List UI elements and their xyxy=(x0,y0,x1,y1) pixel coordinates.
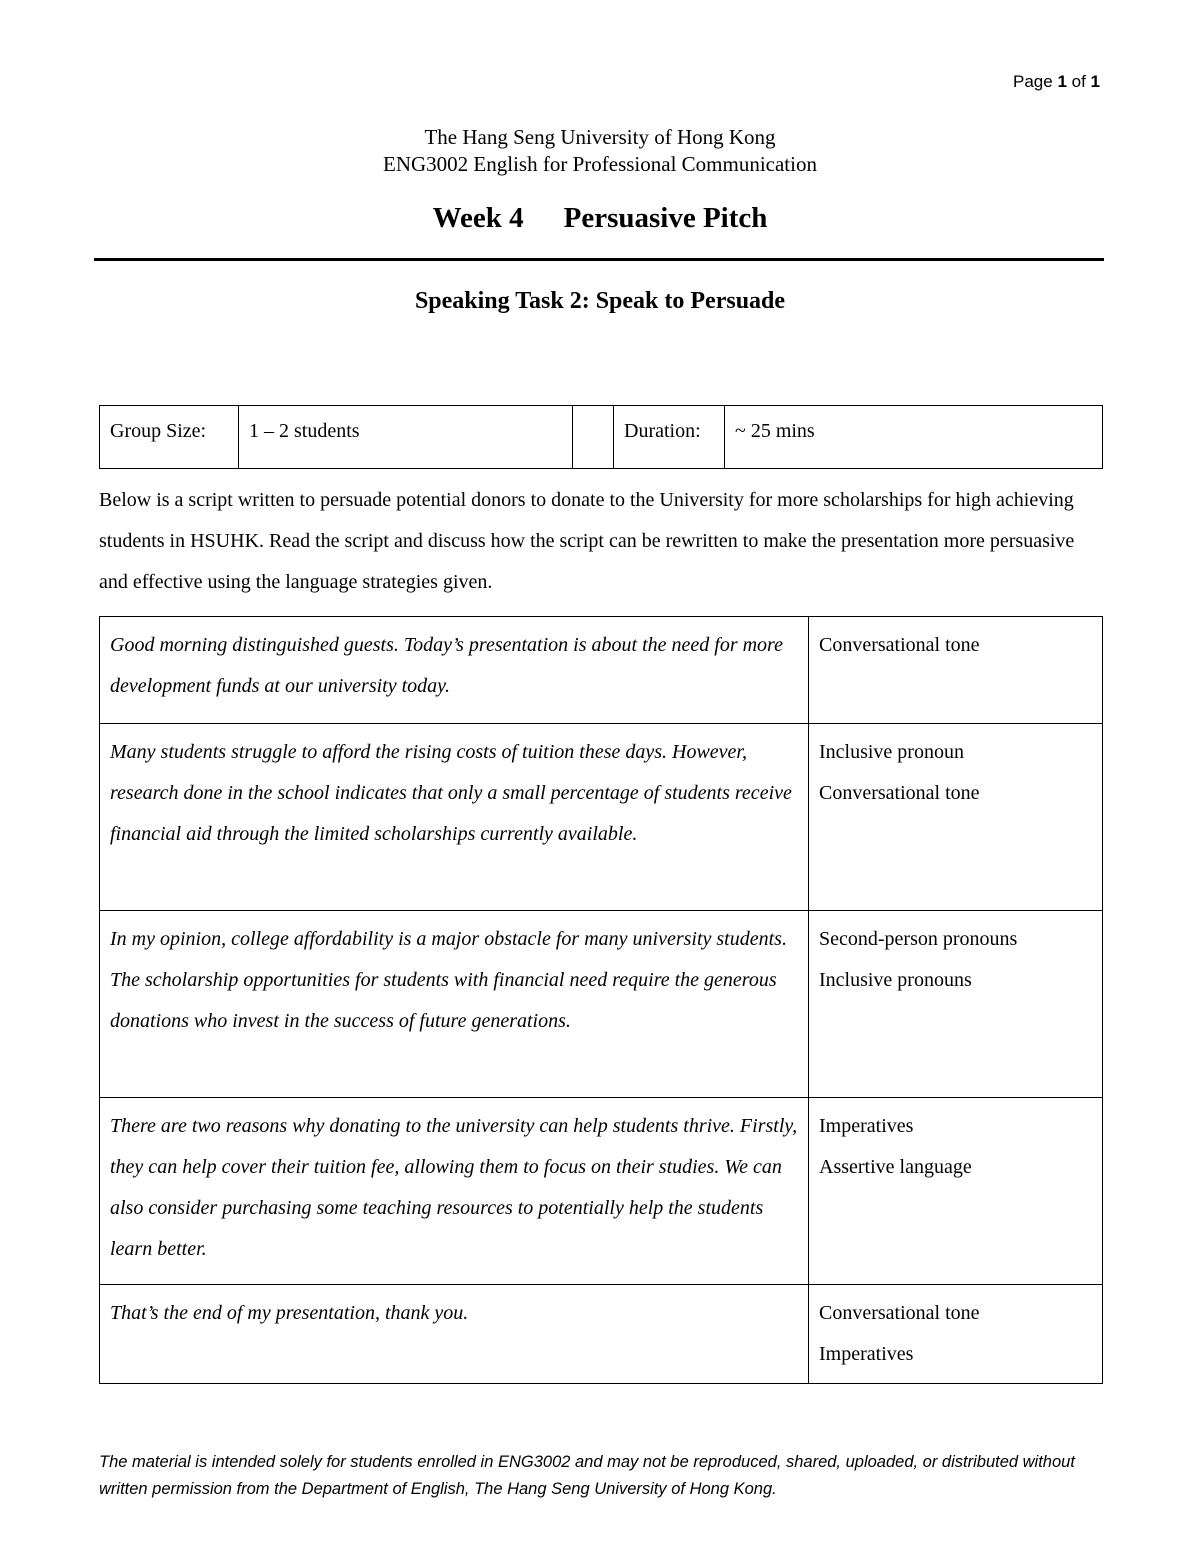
week-topic: Persuasive Pitch xyxy=(563,202,768,234)
strategy-label: Conversational tone xyxy=(819,782,980,804)
table-row xyxy=(100,617,1103,724)
task-title: Speaking Task 2: Speak to Persuade xyxy=(414,288,786,314)
strategy-label: Conversational tone xyxy=(819,1302,980,1324)
script-text: Many students struggle to afford the rising costs of tuition these days. However, research done in the school indicates that only a small percentage of students receive financial aid through the limited scholarships currently available. xyxy=(100,724,809,911)
script-text: There are two reasons why donating to the university can help students thrive. Firstly, they can help cover their tuition fee, allowing them to focus on their studies. We can also consider purchasing some teaching resources to potentially help the students learn better. xyxy=(100,1098,809,1285)
table-row xyxy=(100,1098,1103,1285)
group-size-value: 1 – 2 students xyxy=(239,406,573,469)
table-row xyxy=(100,1285,1103,1384)
course-name: ENG3002 English for Professional Communication xyxy=(383,152,817,176)
task-instructions: Below is a script written to persuade potential donors to donate to the University for more scholarships for high achieving students in HSUHK. Read the script and discuss how the script can be rewritten to make the presentation more persuasive and effective using the language strategies given. xyxy=(99,489,1075,593)
script-text: That’s the end of my presentation, thank you. xyxy=(100,1285,809,1384)
title-divider xyxy=(94,258,1104,261)
strategy-cell xyxy=(809,724,1103,911)
spacer-cell xyxy=(573,406,614,469)
strategy-cell xyxy=(809,1098,1103,1285)
table-row xyxy=(100,724,1103,911)
script-text: In my opinion, college affordability is a major obstacle for many university students. The scholarship opportunities for students with financial need require the generous donations who invest in the success of future generations. xyxy=(100,911,809,1098)
strategy-label: Second-person pronouns xyxy=(819,928,1018,950)
duration-value: ~ 25 mins xyxy=(725,406,1103,469)
strategy-cell xyxy=(809,617,1103,724)
university-name: The Hang Seng University of Hong Kong xyxy=(424,125,776,149)
strategy-label: Assertive language xyxy=(819,1156,972,1178)
strategy-cell xyxy=(809,1285,1103,1384)
script-text: Good morning distinguished guests. Today’s presentation is about the need for more development funds at our university today. xyxy=(100,617,809,724)
strategy-label: Imperatives xyxy=(819,1115,914,1137)
strategy-label: Inclusive pronoun xyxy=(819,741,964,763)
strategy-label: Conversational tone xyxy=(819,634,980,656)
group-size-label: Group Size: xyxy=(100,406,239,469)
strategy-cell xyxy=(809,911,1103,1098)
document-header xyxy=(0,124,1200,178)
week-number: Week 4 xyxy=(432,202,524,234)
table-row xyxy=(100,911,1103,1098)
week-title xyxy=(0,202,1200,235)
script-table xyxy=(99,616,1103,1384)
strategy-label: Imperatives xyxy=(819,1343,914,1365)
strategy-label: Inclusive pronouns xyxy=(819,969,972,991)
copyright-notice: The material is intended solely for students enrolled in ENG3002 and may not be reproduced, shared, uploaded, or distributed without written permission from the Department of English, The Hang Seng University of Hong Kong. xyxy=(99,1453,1075,1498)
duration-label: Duration: xyxy=(614,406,725,469)
task-info-table xyxy=(99,405,1103,469)
page-number: Page 1 of 1 xyxy=(1013,72,1100,91)
